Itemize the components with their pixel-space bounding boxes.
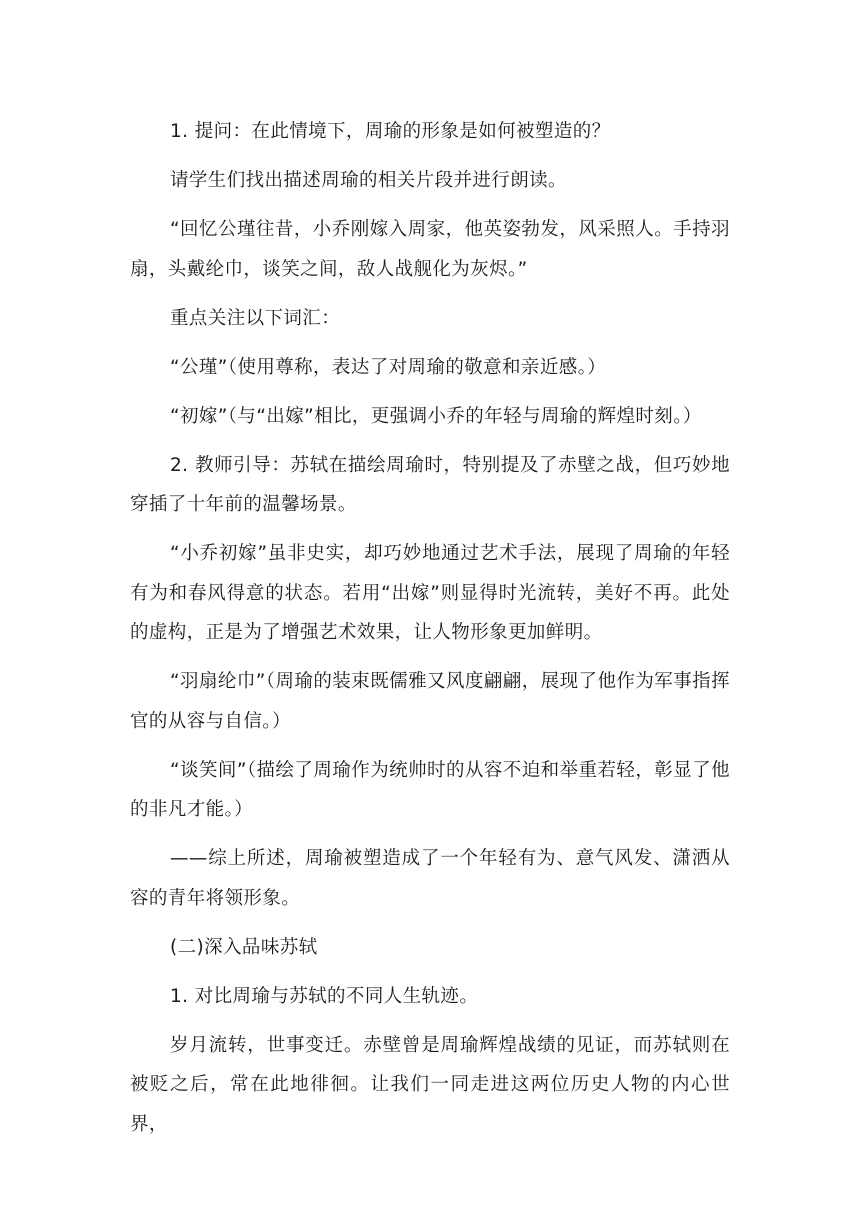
analysis-paragraph: “小乔初嫁”虽非史实，却巧妙地通过艺术手法，展现了周瑜的年轻有为和春风得意的状态。若用“出嫁”则显得时光流转，美好不再。此处的虚构，正是为了增强艺术效果，让人物形象更加鲜明。 xyxy=(130,543,730,643)
question-1-heading: 1. 提问：在此情境下，周瑜的形象是如何被塑造的？ xyxy=(170,121,611,142)
term-tanxiao-paragraph: “谈笑间”（描绘了周瑜作为统帅时的从容不迫和举重若轻，彰显了他的非凡才能。） xyxy=(130,759,730,820)
instruction-paragraph: 请学生们找出描述周瑜的相关片段并进行朗读。 xyxy=(170,170,567,191)
term-yushan-paragraph: “羽扇纶巾”（周瑜的装束既儒雅又风度翩翩，展现了他作为军事指挥官的从容与自信。） xyxy=(130,671,730,732)
term-chujia-paragraph: “初嫁”（与“出嫁”相比，更强调小乔的年轻与周瑜的辉煌时刻。） xyxy=(170,405,702,427)
term-gongjin-paragraph: “公瑾”（使用尊称，表达了对周瑜的敬意和亲近感。） xyxy=(170,356,607,378)
teacher-guide-paragraph: 2. 教师引导：苏轼在描绘周瑜时，特别提及了赤壁之战，但巧妙地穿插了十年前的温馨场景。 xyxy=(130,454,730,515)
focus-words-heading: 重点关注以下词汇： xyxy=(170,307,341,329)
section-heading: (二)深入品味苏轼 xyxy=(170,936,318,958)
comparison-heading: 1. 对比周瑜与苏轼的不同人生轨迹。 xyxy=(170,985,479,1007)
summary-paragraph: ——综上所述，周瑜被塑造成了一个年轻有为、意气风发、潇洒从容的青年将领形象。 xyxy=(130,848,730,909)
closing-paragraph: 岁月流转，世事变迁。赤壁曾是周瑜辉煌战绩的见证，而苏轼则在被贬之后，常在此地徘徊。让我们一同走进这两位历史人物的内心世界， xyxy=(130,1034,730,1135)
document-body xyxy=(130,112,730,1154)
poem-quote-paragraph: “回忆公瑾往昔，小乔刚嫁入周家，他英姿勃发，风采照人。手持羽扇，头戴纶巾，谈笑之间，敌人战舰化为灰烬。” xyxy=(130,219,730,280)
